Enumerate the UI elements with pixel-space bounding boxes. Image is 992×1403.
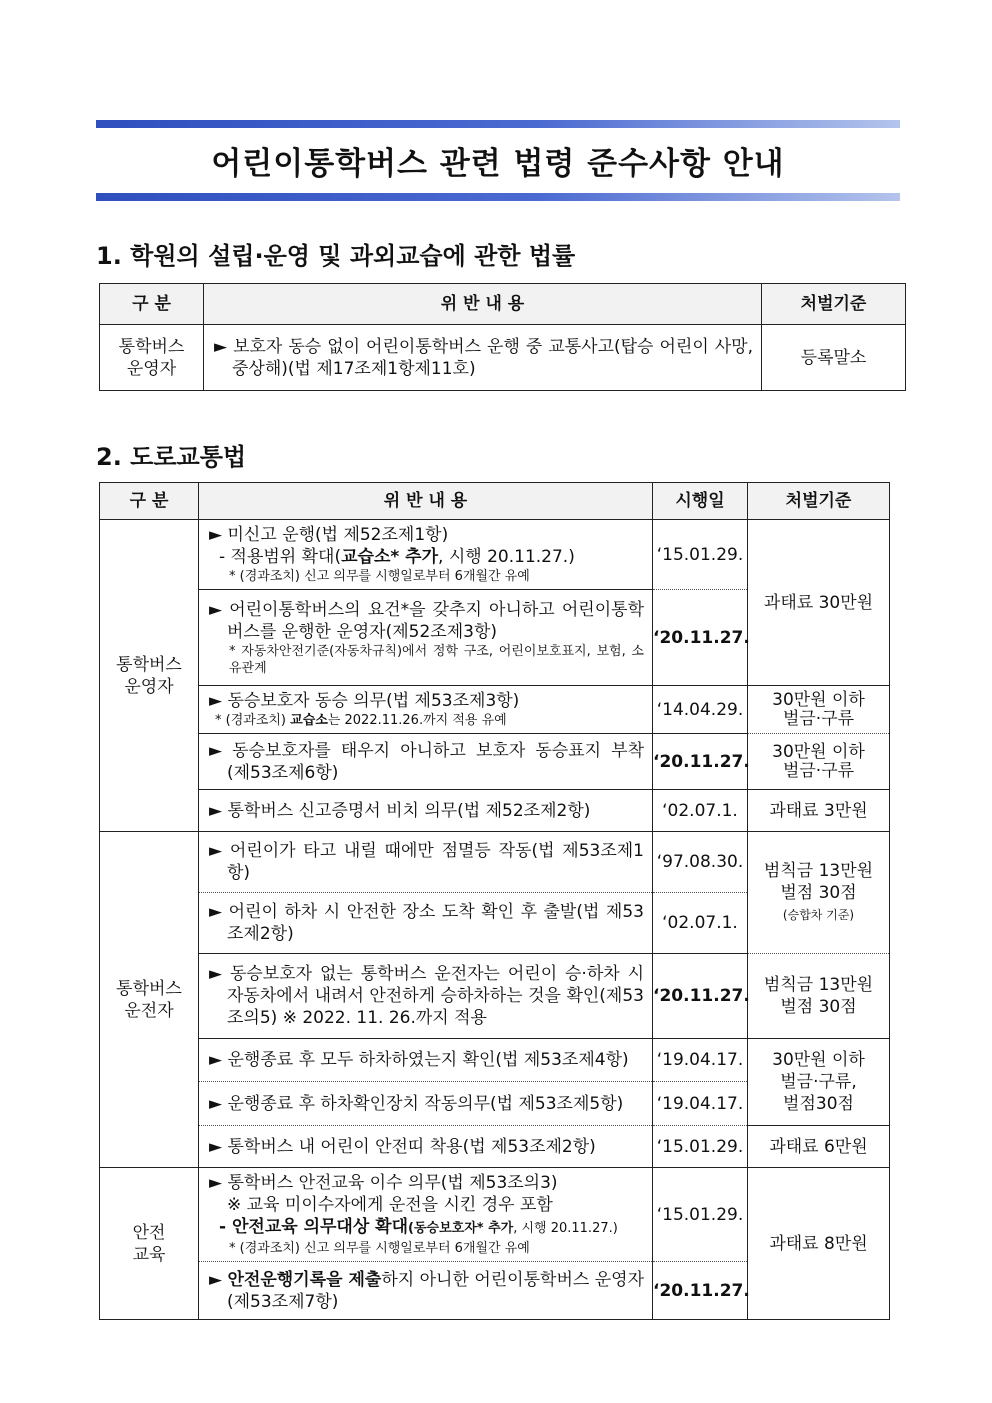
table-row: ► 통학버스 내 어린이 안전띠 착용(법 제53조제2항) [199,1126,653,1168]
header-violation: 위 반 내 용 [204,284,762,325]
date-cell: ‘14.04.29. [653,686,748,734]
penalty-cell: 과태료 8만원 [748,1168,890,1320]
date-cell: ‘15.01.29. [653,1168,748,1262]
table-row: ► 통학버스 안전교육 이수 의무(법 제53조의3) ※ 교육 미이수자에게 운전을 시킨 경우 포함 - 안전교육 의무대상 확대(동승보호자* 추가, 시행 20.11.27.) * (경과조치) 신고 의무를 시행일로부터 6개월간 유예 [199,1168,653,1262]
date-cell: ‘02.07.1. [653,893,748,954]
date-cell: ‘20.11.27. [653,734,748,790]
penalty-cell: 30만원 이하 벌금·구류, 벌점30점 [748,1039,890,1126]
top-decor-bar [96,120,900,128]
violation-cell: ► 보호자 동승 없이 어린이통학버스 운행 중 교통사고(탑승 어린이 사망, 중상해)(법 제17조제1항제11호) [204,325,762,391]
page-title: 어린이통학버스 관련 법령 준수사항 안내 [211,146,785,182]
category-driver: 통학버스 운전자 [100,832,199,1168]
header-violation: 위 반 내 용 [199,483,653,520]
header-date: 시행일 [653,483,748,520]
category-operator: 통학버스 운영자 [100,520,199,832]
header-category: 구 분 [100,284,204,325]
bottom-decor-bar [96,193,900,201]
date-cell: ‘20.11.27. [653,1262,748,1320]
penalty-cell: 과태료 30만원 [748,520,890,686]
date-cell: ‘19.04.17. [653,1082,748,1126]
section2-table [99,482,890,1320]
section1-heading: 1. 학원의 설립·운영 및 과외교습에 관한 법률 [96,242,576,270]
date-cell: ‘02.07.1. [653,790,748,832]
table-row: ► 어린이 하차 시 안전한 장소 도착 확인 후 출발(법 제53조제2항) [199,893,653,954]
category-education: 안전 교육 [100,1168,199,1320]
table-row: ► 동승보호자 동승 의무(법 제53조제3항) * (경과조치) 교습소는 2022.11.26.까지 적용 유예 [199,686,653,734]
header-penalty: 처벌기준 [762,284,906,325]
table-row: ► 운행종료 후 하차확인장치 작동의무(법 제53조제5항) [199,1082,653,1126]
date-cell: ‘15.01.29. [653,520,748,590]
section1-table [99,283,906,391]
date-cell: ‘15.01.29. [653,1126,748,1168]
section2-heading: 2. 도로교통법 [96,443,247,471]
table-row: ► 동승보호자를 태우지 아니하고 보호자 동승표지 부착 (제53조제6항) [199,734,653,790]
penalty-cell: 30만원 이하 벌금·구류 [748,734,890,790]
date-cell: ‘20.11.27. [653,954,748,1039]
penalty-cell: 범칙금 13만원 벌점 30점 [748,954,890,1039]
date-cell: ‘19.04.17. [653,1039,748,1082]
penalty-cell: 30만원 이하 벌금·구류 [748,686,890,734]
table-row: ► 안전운행기록을 제출하지 아니한 어린이통학버스 운영자(제53조제7항) [199,1262,653,1320]
header-penalty: 처벌기준 [748,483,890,520]
table-row: ► 어린이통학버스의 요건*을 갖추지 아니하고 어린이통학버스를 운행한 운영자(제52조제3항) * 자동차안전기준(자동차규칙)에서 정학 구조, 어린이보호표지, 보험, 소유관계 [199,590,653,686]
penalty-cell: 과태료 6만원 [748,1126,890,1168]
category-cell: 통학버스 운영자 [100,325,204,391]
table-row: ► 어린이가 타고 내릴 때에만 점멸등 작동(법 제53조제1항) [199,832,653,893]
table-row: ► 동승보호자 없는 통학버스 운전자는 어린이 승·하차 시 자동차에서 내려서 안전하게 승하차하는 것을 확인(제53조의5) ※ 2022. 11. 26.까지 적용 [199,954,653,1039]
penalty-cell: 등록말소 [762,325,906,391]
table-row: ► 통학버스 신고증명서 비치 의무(법 제52조제2항) [199,790,653,832]
table-row: ► 운행종료 후 모두 하차하였는지 확인(법 제53조제4항) [199,1039,653,1082]
penalty-cell: 범칙금 13만원 벌점 30점 (승합차 기준) [748,832,890,954]
date-cell: ‘97.08.30. [653,832,748,893]
table-row: ► 미신고 운행(법 제52조제1항) - 적용범위 확대(교습소* 추가, 시행 20.11.27.) * (경과조치) 신고 의무를 시행일로부터 6개월간 유예 [199,520,653,590]
header-category: 구 분 [100,483,199,520]
date-cell: ‘20.11.27. [653,590,748,686]
penalty-cell: 과태료 3만원 [748,790,890,832]
